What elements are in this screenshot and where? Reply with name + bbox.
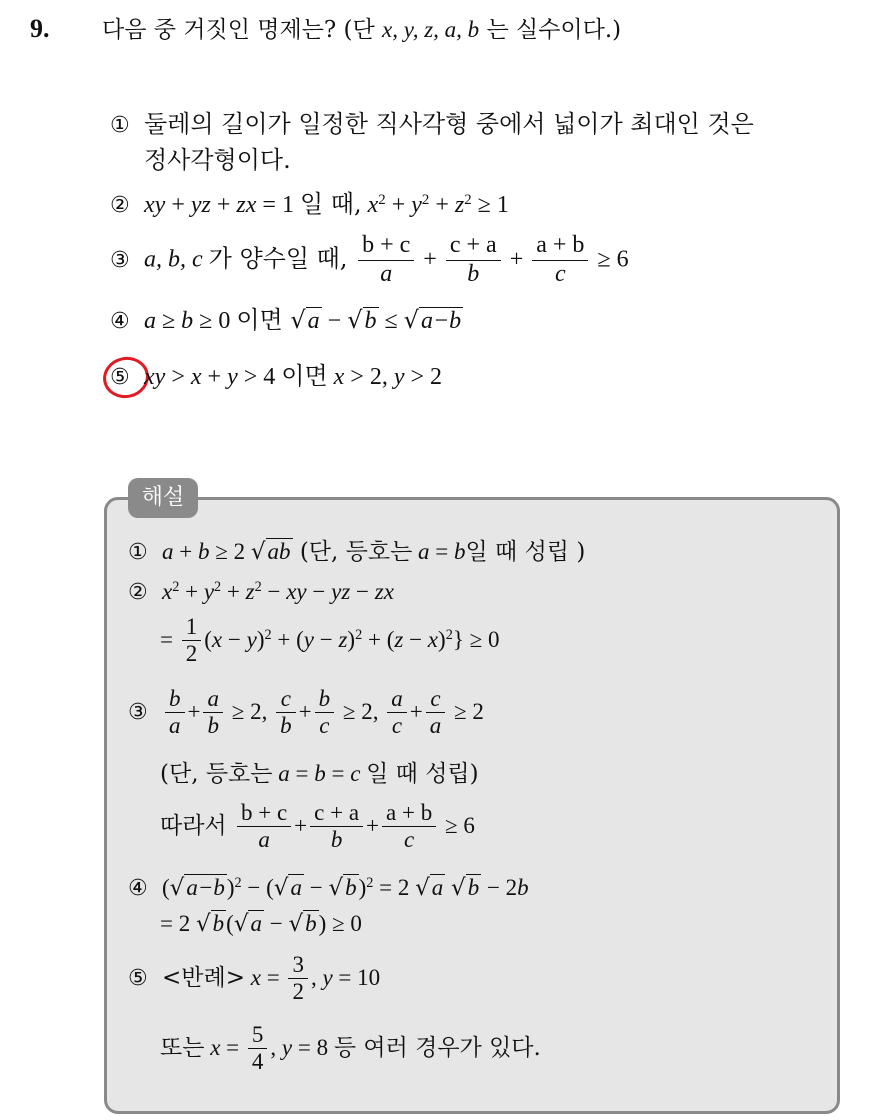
choice-3-frac-2: $\frac{c + a}{b}$ <box>446 232 501 288</box>
solution-3: ③ $\frac{b}{a}$ + $\frac{a}{b}$ ≥ 2, $\frac{c}{b}$ + $\frac{b}{c}$ ≥ 2, $\frac{a}{c}$ + $\frac{c}{a}$ ≥ 2 <box>128 686 484 739</box>
choice-1-marker: ① <box>110 113 130 138</box>
explanation-tag: 해설 <box>128 478 198 518</box>
solution-2-line2: = $\frac{1}{2}$ $(x - y)^2 + (y - z)^2 + (z - x)^2\} \ge 0$ <box>160 614 500 667</box>
stem-suffix: 는 실수이다.) <box>486 17 622 43</box>
choice-3-marker: ③ <box>110 247 130 273</box>
choice-3[interactable]: ③ a, b, c 가 양수일 때, $\frac{b + c}{a}$ + $\frac{c + a}{b}$ + $\frac{a + b}{c}$ ≥ 6 <box>110 232 629 287</box>
solution-2: ② $x^2 + y^2 + z^2$ − xy − yz − zx <box>128 579 394 605</box>
choice-1-line2: 정사각형이다. <box>144 146 291 174</box>
sqrt-b: √b <box>347 306 377 334</box>
question-stem <box>102 16 621 45</box>
choice-4-word: 이면 <box>236 306 283 334</box>
choice-3-frac-1: $\frac{b + c}{a}$ <box>358 232 414 288</box>
sqrt-a: √a <box>290 306 320 334</box>
solution-5-line2: 또는 x = $\frac{5}{4}$ , y = 8 등 여러 경우가 있다. <box>160 1022 541 1075</box>
choice-5-word: 이면 <box>281 362 328 390</box>
choice-2-word: 일 때, <box>299 190 362 218</box>
choice-2[interactable]: ② xy + yz + zx = 1 일 때, $x^2 + y^2 + z^2 \ge 1$ <box>110 190 509 218</box>
solution-1: ① a + b ≥ 2 √ab (단, 등호는 a = b일 때 성립 ) <box>128 539 586 565</box>
solution-3-condition: (단, 등호는 a = b = c 일 때 성립) <box>160 761 479 787</box>
choice-5-marker: ⑤ <box>110 365 130 390</box>
solution-3-therefore: 따라서 $\frac{b + c}{a}$ + $\frac{c + a}{b}$ + $\frac{a + b}{c}$ ≥ 6 <box>160 800 475 853</box>
choice-3-word: 가 양수일 때, <box>208 244 348 273</box>
choice-2-marker: ② <box>110 193 130 218</box>
choice-2-lhs: xy <box>144 192 166 218</box>
stem-prefix: 다음 중 거짓인 명제는? (단 <box>102 17 375 43</box>
question-number: 9. <box>30 14 50 43</box>
solution-5: ⑤ <반례> x = $\frac{3}{2}$ , y = 10 <box>128 952 381 1005</box>
solution-4: ④ $(√a-b)^2 - (√a - √b)^2 = 2$ √a √b − 2b <box>128 875 529 901</box>
choice-3-frac-3: $\frac{a + b}{c}$ <box>532 232 588 288</box>
sqrt-a-minus-b: √a−b <box>403 306 462 334</box>
choice-4-marker: ④ <box>110 309 130 334</box>
choice-1[interactable] <box>110 110 754 139</box>
choice-1-text: 둘레의 길이가 일정한 직사각형 중에서 넓이가 최대인 것은 <box>144 110 754 138</box>
solution-4-line2: = 2 √b(√a − √b) ≥ 0 <box>160 911 362 937</box>
choice-4[interactable]: ④ a ≥ b ≥ 0 이면 √a − √b ≤ √a−b <box>110 306 462 334</box>
choice-5[interactable]: ⑤ xy > x + y > 4 이면 x > 2, y > 2 <box>110 362 443 390</box>
stem-vars: x, y, z, a, b <box>382 17 480 42</box>
